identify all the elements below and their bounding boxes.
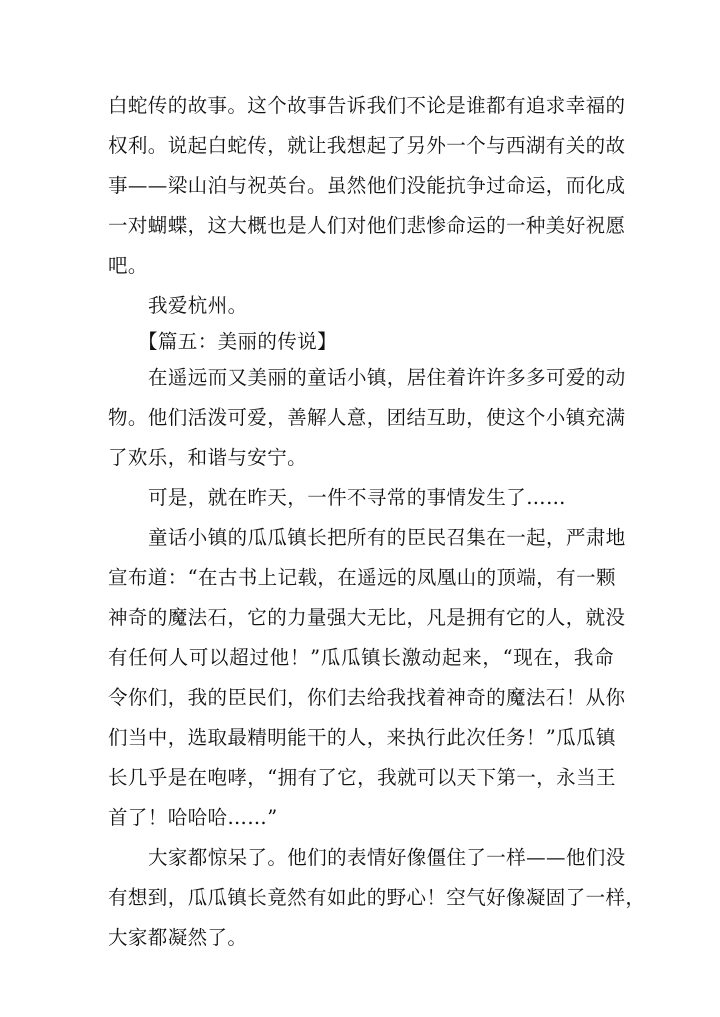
text-line: 事——梁山泊与祝英台。虽然他们没能抗争过命运，而化成 — [108, 174, 626, 197]
paragraph-first-line: 童话小镇的瓜瓜镇长把所有的臣民召集在一起，严肃地 — [148, 526, 626, 549]
text-line: 宣布道：“在古书上记载，在遥远的凤凰山的顶端，有一颗 — [108, 566, 616, 589]
section-heading: 【篇五：美丽的传说】 — [138, 330, 338, 353]
text-line: 令你们，我的臣民们，你们去给我找着神奇的魔法石！从你 — [108, 686, 626, 709]
paragraph-text: 我爱杭州。 — [148, 294, 248, 317]
paragraph-first-line: 大家都惊呆了。他们的表情好像僵住了一样——他们没 — [148, 846, 626, 869]
paragraph-text: 可是，就在昨天，一件不寻常的事情发生了…… — [148, 486, 566, 509]
text-line: 吧。 — [108, 254, 148, 277]
text-line: 一对蝴蝶，这大概也是人们对他们悲惨命运的一种美好祝愿 — [108, 214, 626, 237]
text-line: 长几乎是在咆哮，“拥有了它，我就可以天下第一，永当王 — [108, 766, 616, 789]
text-line: 神奇的魔法石，它的力量强大无比，凡是拥有它的人，就没 — [108, 606, 626, 629]
text-line: 权利。说起白蛇传，就让我想起了另外一个与西湖有关的故 — [108, 134, 626, 157]
text-line: 了欢乐，和谐与安宁。 — [108, 446, 308, 469]
text-line: 们当中，选取最精明能干的人，来执行此次任务！”瓜瓜镇 — [108, 726, 616, 749]
text-line: 有任何人可以超过他！”瓜瓜镇长激动起来，“现在，我命 — [108, 646, 614, 669]
text-line: 白蛇传的故事。这个故事告诉我们不论是谁都有追求幸福的 — [108, 94, 626, 117]
paragraph-first-line: 在遥远而又美丽的童话小镇，居住着许许多多可爱的动 — [148, 366, 626, 389]
text-line: 首了！哈哈哈……” — [108, 806, 278, 829]
text-line: 大家都凝然了。 — [108, 926, 248, 949]
text-line: 有想到，瓜瓜镇长竟然有如此的野心！空气好像凝固了一样， — [108, 886, 646, 909]
text-line: 物。他们活泼可爱，善解人意，团结互助，使这个小镇充满 — [108, 406, 626, 429]
